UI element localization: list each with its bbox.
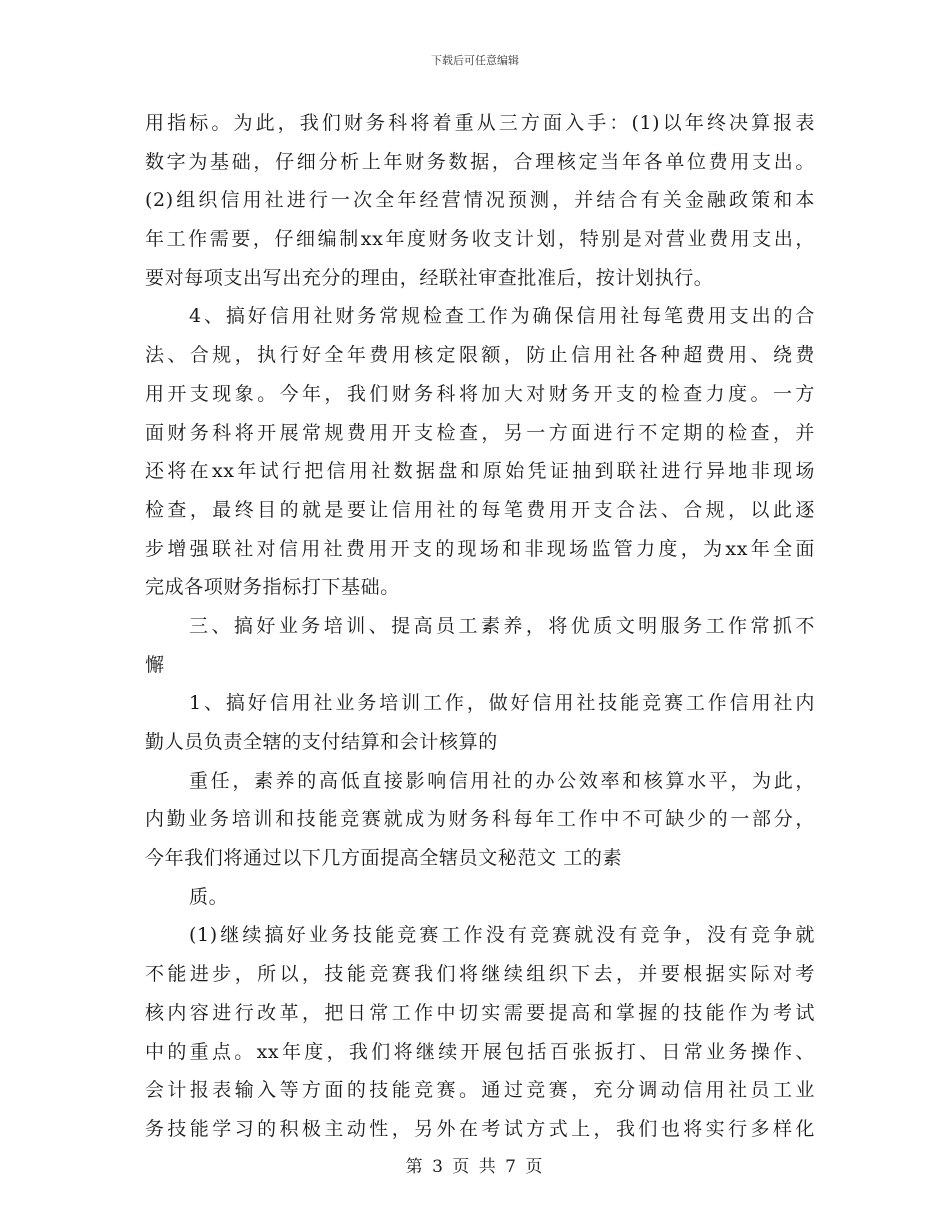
text-line: 质。	[189, 885, 229, 908]
text-line: 面财务科将开展常规费用开支检查，另一方面进行不定期的检查，并	[145, 421, 815, 444]
text-line: 务技能学习的积极主动性，另外在考试方式上，我们也将实行多样化	[145, 1117, 815, 1140]
text-line: 中的重点。xx年度，我们将继续开展包括百张扳打、日常业务操作、	[145, 1040, 815, 1063]
text-line: 会计报表输入等方面的技能竞赛。通过竞赛，充分调动信用社员工业	[145, 1079, 815, 1102]
text-line: 勤人员负责全辖的支付结算和会计核算的	[145, 731, 498, 753]
text-line: 4、搞好信用社财务常规检查工作为确保信用社每笔费用支出的合	[189, 305, 815, 328]
section-heading-line: 三、搞好业务培训、提高员工素养，将优质文明服务工作常抓不	[189, 614, 815, 637]
text-line: 完成各项财务指标打下基础。	[145, 576, 400, 599]
text-line: 步增强联社对信用社费用开支的现场和非现场监管力度，为xx年全面	[145, 537, 815, 560]
section-heading-line: 懈	[145, 653, 165, 676]
text-line: (1)继续搞好业务技能竞赛工作没有竞赛就没有竞争，没有竞争就	[189, 924, 815, 947]
text-line: 数字为基础，仔细分析上年财务数据，合理核定当年各单位费用支出。	[145, 150, 815, 173]
text-line: 用开支现象。今年，我们财务科将加大对财务开支的检查力度。一方	[145, 382, 815, 405]
page-number: 第 3 页 共 7 页	[405, 1157, 545, 1177]
text-line: 重任，素养的高低直接影响信用社的办公效率和核算水平，为此，	[189, 769, 815, 792]
text-line: 还将在xx年试行把信用社数据盘和原始凭证抽到联社进行异地非现场	[145, 460, 815, 483]
page-header-note: 下载后可任意编辑	[431, 54, 519, 67]
text-line: 不能进步，所以，技能竞赛我们将继续组织下去，并要根据实际对考	[145, 963, 815, 986]
text-line: 年工作需要，仔细编制xx年度财务收支计划，特别是对营业费用支出，	[145, 228, 815, 251]
text-line: 今年我们将通过以下几方面提高全辖员文秘范文 工的素	[145, 847, 623, 870]
document-body	[145, 104, 815, 1149]
text-line: (2)组织信用社进行一次全年经营情况预测，并结合有关金融政策和本	[145, 189, 815, 212]
text-line: 要对每项支出写出充分的理由，经联社审查批准后，按计划执行。	[145, 266, 714, 289]
text-line: 用指标。为此，我们财务科将着重从三方面入手：(1)以年终决算报表	[145, 112, 815, 134]
text-line: 检查，最终目的就是要让信用社的每笔费用开支合法、合规，以此逐	[145, 498, 815, 521]
text-line: 内勤业务培训和技能竞赛就成为财务科每年工作中不可缺少的一部分，	[145, 808, 815, 831]
text-line: 1、搞好信用社业务培训工作，做好信用社技能竞赛工作信用社内	[189, 692, 815, 715]
text-line: 法、合规，执行好全年费用核定限额，防止信用社各种超费用、绕费	[145, 344, 815, 367]
text-line: 核内容进行改革，把日常工作中切实需要提高和掌握的技能作为考试	[145, 1001, 815, 1024]
